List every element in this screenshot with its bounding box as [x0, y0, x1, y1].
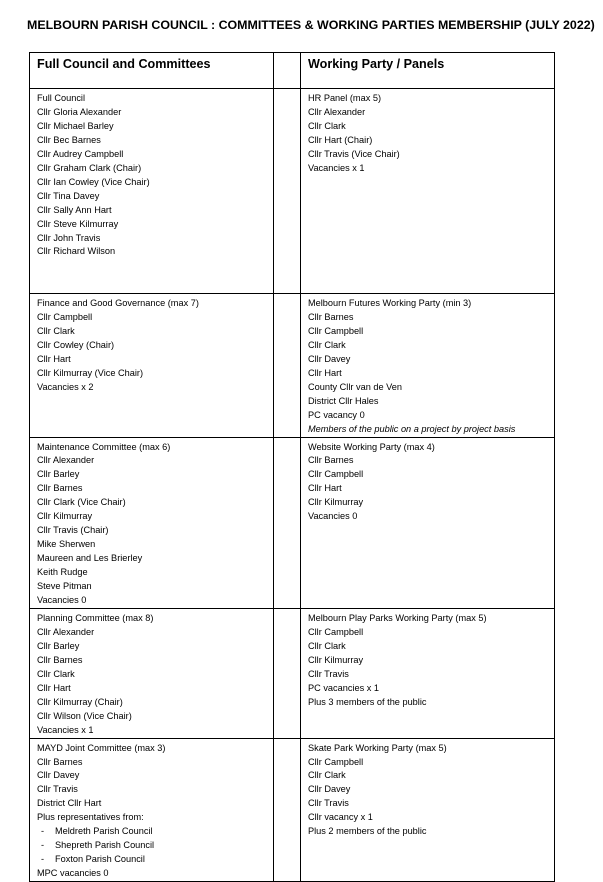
member-entry: Cllr Campbell	[37, 311, 93, 322]
member-entry: Cllr vacancy x 1	[308, 812, 373, 823]
member-entry: Cllr Alexander	[37, 455, 95, 466]
member-entry: Cllr Clark	[308, 640, 346, 651]
spacer-cell	[274, 53, 301, 89]
member-entry: Cllr Clark	[308, 120, 346, 131]
committee-list	[30, 438, 273, 608]
spacer-cell	[274, 608, 301, 738]
page-title: MELBOURN PARISH COUNCIL : COMMITTEES & WORKING PARTIES MEMBERSHIP (JULY 2022)	[27, 18, 595, 32]
table-row	[30, 89, 555, 294]
working-party-name: Website Working Party (max 4)	[308, 441, 435, 452]
member-entry: Cllr Barnes	[37, 654, 83, 665]
dash-bullet-icon: -	[41, 826, 45, 837]
member-entry: Cllr Sally Ann Hart	[37, 204, 112, 215]
working-party-list	[301, 438, 554, 525]
member-entry: Cllr Gloria Alexander	[37, 106, 122, 117]
member-entry: Cllr Travis	[308, 668, 349, 679]
member-entry: Vacancies 0	[308, 511, 358, 522]
member-entry: Maureen and Les Brierley	[37, 553, 143, 564]
representative-council-label: Meldreth Parish Council	[55, 826, 153, 837]
member-entry: District Cllr Hart	[37, 798, 102, 809]
working-party-list	[301, 89, 554, 176]
committee-cell	[30, 89, 274, 294]
member-entry: Cllr Hart (Chair)	[308, 134, 373, 145]
member-entry: Cllr Tina Davey	[37, 190, 100, 201]
member-entry: Cllr Campbell	[308, 756, 364, 767]
table-row	[30, 437, 555, 608]
working-party-name: Melbourn Play Parks Working Party (max 5)	[308, 612, 487, 623]
working-party-list	[301, 294, 554, 437]
representative-council-label: Shepreth Parish Council	[55, 840, 155, 851]
working-party-name: Skate Park Working Party (max 5)	[308, 742, 447, 753]
member-entry: MPC vacancies 0	[37, 868, 109, 879]
spacer-cell	[274, 89, 301, 294]
member-entry: Cllr Davey	[37, 770, 80, 781]
committee-list	[30, 739, 273, 882]
spacer-cell	[274, 738, 301, 882]
member-entry: Cllr Bec Barnes	[37, 134, 101, 145]
member-entry: Cllr Clark	[308, 770, 346, 781]
committee-list	[30, 609, 273, 738]
member-entry: Cllr Steve Kilmurray	[37, 218, 119, 229]
committee-cell	[30, 294, 274, 438]
representative-council-label: Foxton Parish Council	[55, 854, 145, 865]
table-row	[30, 294, 555, 438]
dash-bullet-icon: -	[41, 854, 45, 865]
working-party-cell	[301, 437, 555, 608]
working-party-cell	[301, 608, 555, 738]
member-entry: Cllr Travis	[37, 784, 78, 795]
spacer-cell	[274, 437, 301, 608]
committee-cell	[30, 738, 274, 882]
member-entry: Plus representatives from:	[37, 812, 144, 823]
member-entry: Cllr Davey	[308, 784, 351, 795]
representative-council	[37, 839, 273, 853]
member-entry: Cllr Campbell	[308, 325, 364, 336]
representative-council	[37, 853, 273, 867]
member-entry: Plus 3 members of the public	[308, 696, 427, 707]
member-entry: Cllr Kilmurray (Vice Chair)	[37, 367, 144, 378]
member-entry: Mike Sherwen	[37, 539, 96, 550]
member-entry: Cllr Alexander	[308, 106, 366, 117]
committee-list	[30, 89, 273, 259]
member-entry: Cllr Barnes	[37, 756, 83, 767]
member-entry: Cllr Hart	[37, 682, 71, 693]
member-entry: Cllr Campbell	[308, 469, 364, 480]
member-entry: Cllr Ian Cowley (Vice Chair)	[37, 176, 150, 187]
working-party-cell	[301, 294, 555, 438]
member-entry: PC vacancies x 1	[308, 682, 379, 693]
public-note: Members of the public on a project by project basis	[308, 423, 516, 434]
working-party-cell	[301, 738, 555, 882]
membership-table	[29, 52, 555, 882]
member-entry: Cllr Barnes	[308, 311, 354, 322]
member-entry: Cllr Hart	[308, 367, 342, 378]
member-entry: Cllr Campbell	[308, 626, 364, 637]
header-right: Working Party / Panels	[308, 57, 445, 71]
committee-name: MAYD Joint Committee (max 3)	[37, 742, 166, 753]
header-left-cell	[30, 53, 274, 89]
committee-name: Full Council	[37, 93, 85, 103]
member-entry: Cllr Barley	[37, 469, 80, 480]
member-entry: Vacancies 0	[37, 595, 87, 606]
representative-council	[37, 825, 273, 839]
member-entry: Plus 2 members of the public	[308, 826, 427, 837]
committee-list	[30, 294, 273, 395]
member-entry: Cllr John Travis	[37, 232, 101, 243]
working-party-name: HR Panel (max 5)	[308, 93, 382, 103]
member-entry: PC vacancy 0	[308, 409, 365, 420]
member-entry: Vacancies x 1	[308, 162, 365, 173]
committee-name: Finance and Good Governance (max 7)	[37, 298, 199, 308]
member-entry: Vacancies x 1	[37, 724, 94, 735]
member-entry: Cllr Michael Barley	[37, 120, 114, 131]
member-entry: Steve Pitman	[37, 581, 92, 592]
member-entry: Cllr Audrey Campbell	[37, 148, 124, 159]
member-entry: Cllr Clark	[308, 339, 346, 350]
working-party-list	[301, 609, 554, 710]
working-party-list	[301, 739, 554, 840]
member-entry: Cllr Kilmurray	[308, 654, 364, 665]
member-entry: Cllr Kilmurray	[308, 497, 364, 508]
member-entry: Cllr Kilmurray (Chair)	[37, 696, 123, 707]
member-entry: Cllr Davey	[308, 353, 351, 364]
member-entry: Cllr Clark	[37, 325, 75, 336]
member-entry: Cllr Barley	[37, 640, 80, 651]
member-entry: Cllr Hart	[37, 353, 71, 364]
member-entry: Keith Rudge	[37, 567, 88, 578]
member-entry: Cllr Graham Clark (Chair)	[37, 162, 142, 173]
member-entry: Cllr Travis (Vice Chair)	[308, 148, 400, 159]
member-entry: Vacancies x 2	[37, 381, 94, 392]
committee-cell	[30, 608, 274, 738]
table-row	[30, 738, 555, 882]
member-entry: Cllr Richard Wilson	[37, 246, 116, 257]
member-entry: District Cllr Hales	[308, 395, 379, 406]
header-right-cell	[301, 53, 555, 89]
member-entry: Cllr Kilmurray	[37, 511, 93, 522]
table-row	[30, 608, 555, 738]
member-entry: County Cllr van de Ven	[308, 381, 402, 392]
header-left: Full Council and Committees	[37, 57, 211, 71]
member-entry: Cllr Barnes	[308, 455, 354, 466]
member-entry: Cllr Wilson (Vice Chair)	[37, 710, 132, 721]
member-entry: Cllr Hart	[308, 483, 342, 494]
committee-cell	[30, 437, 274, 608]
header-row	[30, 53, 555, 89]
member-entry: Cllr Travis	[308, 798, 349, 809]
member-entry: Cllr Clark	[37, 668, 75, 679]
working-party-name: Melbourn Futures Working Party (min 3)	[308, 298, 472, 308]
member-entry: Cllr Barnes	[37, 483, 83, 494]
member-entry: Cllr Travis (Chair)	[37, 525, 109, 536]
spacer-cell	[274, 294, 301, 438]
working-party-cell	[301, 89, 555, 294]
member-entry: Cllr Alexander	[37, 626, 95, 637]
committee-name: Maintenance Committee (max 6)	[37, 441, 171, 452]
committee-name: Planning Committee (max 8)	[37, 612, 154, 623]
member-entry: Cllr Cowley (Chair)	[37, 339, 115, 350]
member-entry: Cllr Clark (Vice Chair)	[37, 497, 126, 508]
dash-bullet-icon: -	[41, 840, 45, 851]
